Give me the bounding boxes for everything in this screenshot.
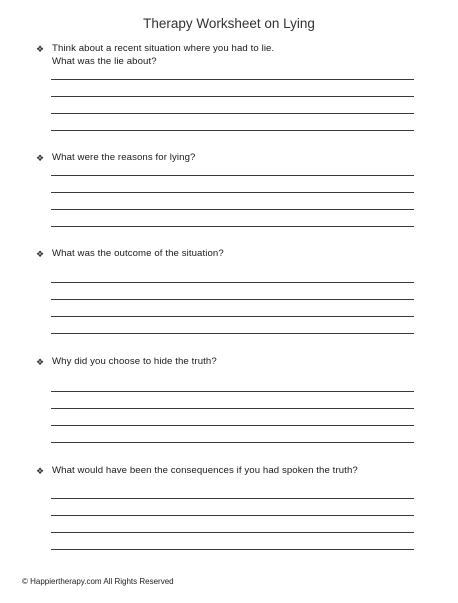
question-line: Think about a recent situation where you had to lie. [52, 43, 275, 54]
copyright-footer: © Happiertherapy.com All Rights Reserved [22, 577, 174, 586]
question-text [36, 43, 426, 68]
answer-line[interactable] [51, 130, 414, 131]
answer-line[interactable] [51, 192, 414, 193]
question-text [36, 152, 426, 165]
answer-line[interactable] [51, 532, 414, 533]
answer-line[interactable] [51, 226, 414, 227]
diamond-bullet-icon: ❖ [36, 153, 45, 163]
question-line: What were the reasons for lying? [52, 152, 196, 163]
answer-line[interactable] [51, 175, 414, 176]
diamond-bullet-icon: ❖ [36, 357, 45, 367]
page-title: Therapy Worksheet on Lying [143, 16, 315, 31]
question-line: Why did you choose to hide the truth? [52, 356, 217, 367]
answer-line[interactable] [51, 96, 414, 97]
question-line: What would have been the consequences if you had spoken the truth? [52, 465, 358, 476]
answer-line[interactable] [51, 515, 414, 516]
diamond-bullet-icon: ❖ [36, 44, 45, 54]
answer-line[interactable] [51, 549, 414, 550]
answer-line[interactable] [51, 391, 414, 392]
answer-line[interactable] [51, 282, 414, 283]
answer-line[interactable] [51, 408, 414, 409]
answer-line[interactable] [51, 316, 414, 317]
diamond-bullet-icon: ❖ [36, 249, 45, 259]
answer-line[interactable] [51, 79, 414, 80]
answer-line[interactable] [51, 333, 414, 334]
answer-line[interactable] [51, 113, 414, 114]
question-text [36, 248, 426, 261]
answer-line[interactable] [51, 209, 414, 210]
question-text [36, 465, 426, 478]
question-block [36, 152, 426, 165]
answer-line[interactable] [51, 442, 414, 443]
question-line: What was the lie about? [52, 55, 157, 67]
question-text [36, 356, 426, 369]
answer-line[interactable] [51, 425, 414, 426]
question-block [36, 356, 426, 369]
question-line: What was the outcome of the situation? [52, 248, 224, 259]
question-block [36, 43, 426, 68]
answer-line[interactable] [51, 498, 414, 499]
diamond-bullet-icon: ❖ [36, 466, 45, 476]
question-block [36, 465, 426, 478]
question-block [36, 248, 426, 261]
answer-line[interactable] [51, 299, 414, 300]
